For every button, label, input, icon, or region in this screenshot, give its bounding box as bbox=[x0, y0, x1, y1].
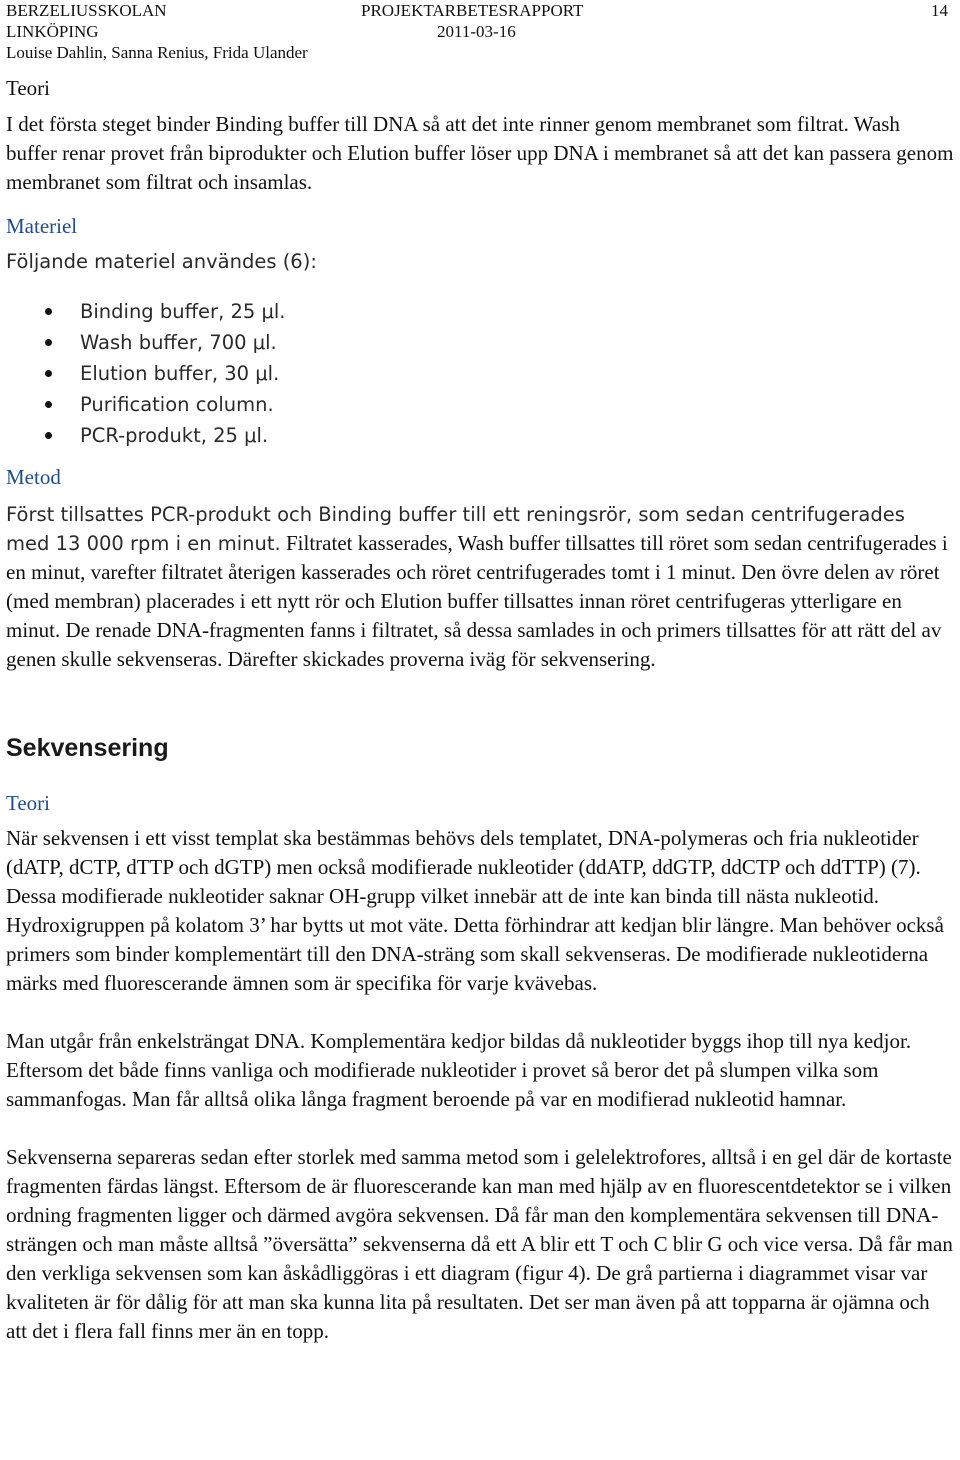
bullet-icon bbox=[45, 370, 52, 377]
sekvensering-paragraph-2: Man utgår från enkelsträngat DNA. Komplementära kedjor bildas då nukleotider byggs ihop till nya kedjor. Eftersom det både finns vanliga och modifierade nukleotider i provet så beror det på slumpen vilka som sammanfogas. Man får alltså olika långa fragment beroende på var en modifierad nukleotid hamnar. bbox=[6, 1028, 912, 1111]
header-center bbox=[361, 0, 583, 42]
metod-text-a: Först tillsattes PCR-produkt och Binding buffer till ett reningsrör, som sedan centrifugerades med 13 000 rpm i en minut. bbox=[6, 502, 905, 555]
header-school: BERZELIUSSKOLAN bbox=[6, 1, 167, 20]
list-item: Purification column. bbox=[6, 389, 954, 420]
sekvensering-paragraph-3: Sekvenserna separeras sedan efter storlek med samma metod som i gelelektrofores, alltså i en gel där de kortaste fragmenten färdas längst. Eftersom de är fluorescerande kan man med hjälp av en fluorescentdetektor se i vilken ordning fragmenten ligger och därmed avgöra sekvensen. Då får man den komplementära sekvensen till DNA-strängen och man måste alltså ”översätta” sekvenserna då ett A blir ett T och C blir G och vice versa. Då får man den verkliga sekvensen som kan åskådliggöras i ett diagram (figur 4). De grå partierna i diagrammet visar var kvaliteten är för dålig för att man ska kunna lita på resultaten. Det ser man även på att topparna är ojämna och att det i flera fall finns mer än en topp. bbox=[6, 1144, 953, 1343]
bullet-icon bbox=[45, 308, 52, 315]
list-item: PCR-produkt, 25 μl. bbox=[6, 420, 954, 451]
header-city: LINKÖPING bbox=[6, 22, 99, 41]
metod-heading: Metod bbox=[6, 464, 61, 489]
document-page bbox=[6, 0, 954, 1346]
bullet-icon bbox=[45, 401, 52, 408]
materiel-intro: Följande materiel användes (6): bbox=[6, 250, 317, 273]
metod-text-b: Filtratet kasserades, Wash buffer tillsattes till röret som sedan centrifugerades i en minut, varefter filtratet återigen kasserades och röret centrifugerades tomt i 1 minut. Den övre delen av röret (med membran) placerades i ett nytt rör och Elution buffer tillsattes innan röret centrifugeras ytterligare en minut. De renade DNA-fragmenten fanns i filtratet, så dessa samlades in och primers tillsattes för att rätt del av genen skulle sekvenseras. Därefter skickades proverna iväg för sekvensering. bbox=[6, 530, 948, 671]
list-item: Binding buffer, 25 μl. bbox=[6, 296, 954, 327]
bullet-icon bbox=[45, 432, 52, 439]
teori-paragraph: I det första steget binder Binding buffer till DNA så att det inte rinner genom membranet som filtrat. Wash buffer renar provet från biprodukter och Elution buffer löser upp DNA i membranet så att det kan passera genom membranet som filtrat och insamlas. bbox=[6, 112, 954, 194]
header-left bbox=[6, 0, 308, 63]
materiel-heading: Materiel bbox=[6, 214, 78, 238]
list-item: Elution buffer, 30 μl. bbox=[6, 358, 954, 389]
header-page-number: 14 bbox=[931, 1, 948, 20]
sekvensering-heading: Sekvensering bbox=[6, 733, 169, 762]
teori-heading: Teori bbox=[6, 76, 51, 100]
header-date: 2011-03-16 bbox=[437, 22, 516, 41]
bullet-icon bbox=[45, 339, 52, 346]
header-authors: Louise Dahlin, Sanna Renius, Frida Ulander bbox=[6, 43, 308, 62]
metod-paragraph bbox=[6, 500, 954, 674]
sekvensering-paragraph-1: När sekvensen i ett visst templat ska bestämmas behövs dels templatet, DNA-polymeras och fria nukleotider (dATP, dCTP, dTTP och dGTP) men också modifierade nukleotider (ddATP, ddGTP, ddCTP och ddTTP) (7). Dessa modifierade nukleotider saknar OH-grupp vilket innebär att de inte kan binda till nästa nukleotid. Hydroxigruppen på kolatom 3’ har bytts ut mot väte. Detta förhindrar att kedjan blir längre. Man behöver också primers som binder komplementärt till den DNA-sträng som skall sekvenseras. De modifierade nukleotiderna märks med fluorescerande ämnen som är specifika för varje kvävebas. bbox=[6, 825, 944, 995]
page-header bbox=[6, 0, 954, 66]
materiel-list bbox=[6, 296, 954, 451]
teori-heading-2: Teori bbox=[6, 790, 51, 815]
header-doc-type: PROJEKTARBETESRAPPORT bbox=[361, 1, 584, 20]
list-item: Wash buffer, 700 μl. bbox=[6, 327, 954, 358]
